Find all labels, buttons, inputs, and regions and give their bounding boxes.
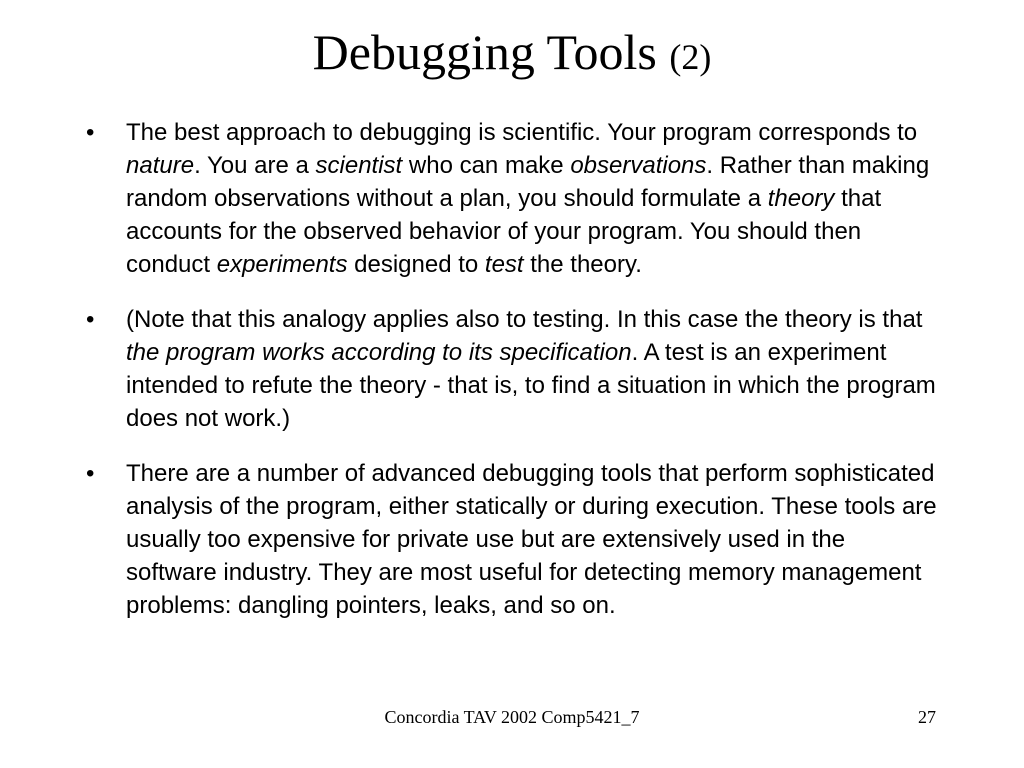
bullet-item (86, 457, 942, 622)
bullet-text (126, 306, 936, 432)
bullet-list (86, 116, 942, 644)
bullet-text-segment: that accounts for the observed behavior of your program. You should then conduct (126, 185, 882, 278)
bullet-text (126, 460, 937, 619)
bullet-text-segment-italic: test (484, 251, 524, 278)
slide-title-suffix: (2) (669, 37, 712, 77)
page-number: 27 (918, 707, 936, 727)
bullet-marker: • (86, 119, 95, 146)
bullet-text-segment: There are a number of advanced debugging tools that perform sophisticated analysis of the program, either statically or during execution. These tools are usually too expensive for private use but are extensively used in the software industry. They are most useful for detecting memory management problems: dangling pointers, leaks, and so on. (126, 460, 937, 619)
bullet-text-segment-italic: theory (767, 185, 835, 212)
bullet-marker: • (86, 460, 95, 487)
bullet-text-segment: . A test is an experiment intended to refute the theory - that is, to find a situation in which the program does not work.) (126, 339, 936, 432)
slide-title (0, 22, 1024, 87)
bullet-text-segment: . Rather than making random observations without a plan, you should formulate a (126, 152, 930, 212)
bullet-text-segment-italic: experiments (216, 251, 348, 278)
bullet-text (126, 119, 929, 278)
bullet-text-segment: The best approach to debugging is scientific. Your program corresponds to (126, 119, 918, 146)
bullet-item (86, 116, 942, 281)
bullet-text-segment-italic: the program works according to its specification (126, 339, 632, 366)
slide-title-main: Debugging Tools (312, 24, 657, 80)
bullet-item (86, 303, 942, 435)
bullet-marker: • (86, 306, 95, 333)
bullet-text-segment-italic: scientist (315, 152, 403, 179)
bullet-text-segment-italic: nature (126, 152, 195, 179)
footer-course-label: Concordia TAV 2002 Comp5421_7 (384, 707, 640, 727)
bullet-text-segment: designed to (347, 251, 485, 278)
bullet-text-segment: who can make (402, 152, 571, 179)
bullet-text-segment: (Note that this analogy applies also to testing. In this case the theory is that (126, 306, 923, 333)
bullet-text-segment: . You are a (194, 152, 316, 179)
bullet-text-segment: the theory. (523, 251, 642, 278)
bullet-text-segment-italic: observations (570, 152, 707, 179)
